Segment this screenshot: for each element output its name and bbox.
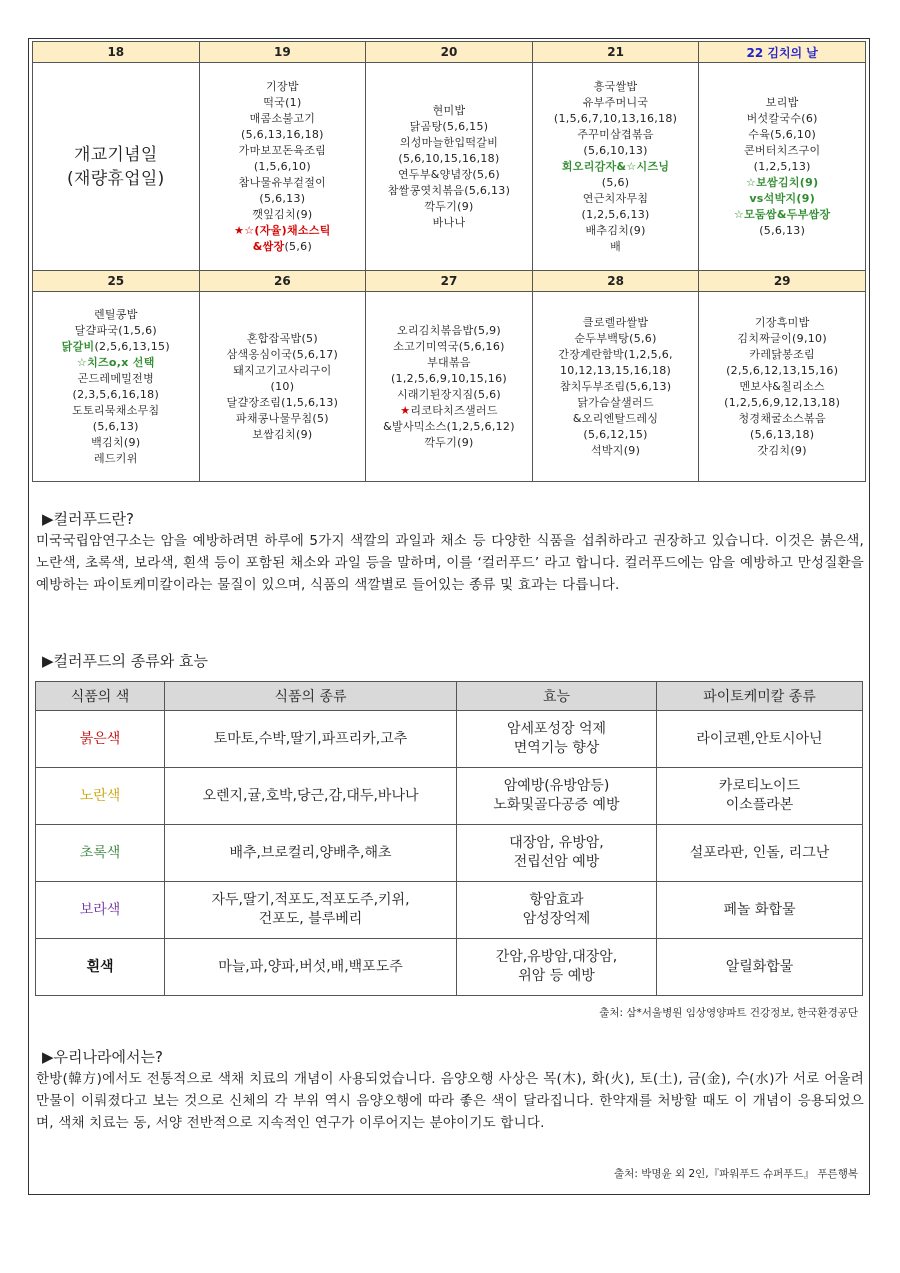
menu-item: 10,12,13,15,16,18) <box>559 363 672 377</box>
effect-text: 항암효과 <box>529 892 584 908</box>
menu-item: 렌틸콩밥 <box>93 307 138 321</box>
special-item: &쌈장 <box>252 239 285 253</box>
menu-item: (1,2,5,13) <box>753 159 811 173</box>
menu-item: 닭곰탕(5,6,15) <box>409 119 489 133</box>
holiday-label: 개교기념일 <box>73 144 158 165</box>
phytochemical-text: 페놀 화합물 <box>723 901 796 918</box>
phytochemical-cell <box>657 825 863 882</box>
day-header: 21 <box>532 42 699 63</box>
menu-item: 보쌈김치(9) <box>252 427 313 441</box>
menu-item: 참나물유부겉절이 <box>238 175 327 189</box>
menu-item: (5,6,13,16,18) <box>241 127 324 141</box>
color-name: 붉은색 <box>36 711 165 768</box>
menu-item: 파채콩나물무침(5) <box>235 411 329 425</box>
phytochemical-cell <box>657 882 863 939</box>
menu-item: (10) <box>270 379 295 393</box>
menu-item: 주꾸미삼겹볶음 <box>577 127 654 141</box>
menu-item: 카레닭봉조림 <box>749 347 815 361</box>
holiday-sub: (재량휴업일) <box>67 168 165 189</box>
korea-paragraph: 한방(韓方)에서도 전통적으로 색채 치료의 개념이 사용되었습니다. 음양오행 사상은 목(木), 화(火), 토(土), 금(金), 수(水)가 서로 어울려 만물이 이뤄졌다고 보는 것으로 신체의 각 부위 역시 음양오행에 따라 좋은 색이 달라집니다. 한약재를 처방할 때도 이 개념이 응용되었으며, 색채 치료는 동, 서양 전반적으로 지속적인 연구가 이루어지는 분야이기도 합니다. <box>36 1071 864 1131</box>
phytochemical-cell <box>657 939 863 996</box>
special-item: ☆치즈o,x 선택 <box>76 355 155 369</box>
menu-cell-26 <box>199 292 366 482</box>
effect-cell <box>457 882 657 939</box>
menu-items <box>366 103 532 231</box>
effect-text: 암성장억제 <box>522 911 591 927</box>
phytochemical-cell <box>657 711 863 768</box>
menu-cell-28 <box>532 292 699 482</box>
menu-cell-20 <box>366 63 533 271</box>
menu-item: 달걀파국(1,5,6) <box>74 323 157 337</box>
section-title-types: ▶컬러푸드의 종류와 효능 <box>42 652 208 670</box>
column-header: 식품의 종류 <box>165 682 457 711</box>
special-item-line <box>33 339 199 355</box>
effect-cell <box>457 768 657 825</box>
menu-cell-21 <box>532 63 699 271</box>
menu-item: (5,6,10,15,16,18) <box>398 151 500 165</box>
menu-items <box>533 175 699 255</box>
effect-text: 간암,유방암,대장암, <box>495 949 618 965</box>
menu-item: (5,6,13,18) <box>750 427 815 441</box>
phytochemical-text: 카로티노이드 <box>718 778 801 794</box>
menu-items <box>200 331 366 443</box>
menu-item: (5,6,10,13) <box>583 143 648 157</box>
day-header: 19 <box>199 42 366 63</box>
menu-item: 간장계란함박(1,2,5,6, <box>558 347 673 361</box>
menu-item: 현미밥 <box>432 103 466 117</box>
menu-item: (2,5,6,12,13,15,16) <box>726 363 839 377</box>
menu-item: 곤드레메밀전병 <box>77 371 155 385</box>
table-row <box>36 711 863 768</box>
menu-item: 가마보꼬돈육조림 <box>238 143 327 157</box>
menu-items <box>200 79 366 223</box>
phytochemical-text: 이소플라본 <box>725 797 794 813</box>
day-header: 28 <box>532 271 699 292</box>
menu-item: 도토리묵채소무침 <box>72 403 160 417</box>
section-title-korea: ▶우리나라에서는? <box>42 1048 163 1066</box>
menu-item: 참치두부조림(5,6,13) <box>559 379 672 393</box>
special-item: vs석박지(9) <box>749 191 816 205</box>
column-header: 파이토케미칼 종류 <box>657 682 863 711</box>
menu-item: 갓김치(9) <box>757 443 807 457</box>
special-item: 닭갈비 <box>61 339 95 353</box>
menu-cell-22 <box>699 63 866 271</box>
food-list: 오렌지,귤,호박,당근,감,대두,바나나 <box>165 768 457 825</box>
food-list: 토마토,수박,딸기,파프리카,고추 <box>165 711 457 768</box>
table-row <box>36 882 863 939</box>
day-header: 29 <box>699 271 866 292</box>
table-header-row <box>36 682 863 711</box>
menu-cell-19 <box>199 63 366 271</box>
week2-menu <box>33 292 866 482</box>
menu-items <box>699 95 865 175</box>
day-header: 26 <box>199 271 366 292</box>
menu-item: 순두부백탕(5,6) <box>574 331 657 345</box>
allergen: (5,6,13) <box>759 223 806 237</box>
table-row <box>36 939 863 996</box>
menu-item: 멘보샤&칠리소스 <box>739 379 825 393</box>
menu-items <box>366 323 532 403</box>
menu-items <box>366 419 532 451</box>
day-header: 20 <box>366 42 533 63</box>
menu-item: 클로렐라쌀밥 <box>582 315 649 329</box>
food-list: 마늘,파,양파,버섯,배,백포도주 <box>165 939 457 996</box>
section-title-colorfood: ▶컬러푸드란? <box>42 510 134 528</box>
week1-header <box>33 42 866 63</box>
effect-text: 암세포성장 억제 <box>506 721 607 737</box>
menu-item: 돼지고기고사리구이 <box>233 363 332 377</box>
effect-cell <box>457 711 657 768</box>
menu-items <box>33 307 199 339</box>
menu-item: 소고기미역국(5,6,16) <box>393 339 505 353</box>
menu-item: 의성마늘한입떡갈비 <box>399 135 499 149</box>
menu-item: 레드키위 <box>93 451 138 465</box>
allergen: (5,6) <box>284 239 313 253</box>
source-citation: 출처: 박명윤 외 2인,『파워푸드 슈퍼푸드』 푸른행복 <box>614 1168 858 1180</box>
food-list: 자두,딸기,적포도,적포도주,키위, 건포도, 블루베리 <box>165 882 457 939</box>
table-row <box>36 825 863 882</box>
star-icon: ★ <box>400 403 411 417</box>
phytochemical-text: 알릴화합물 <box>725 958 794 975</box>
menu-item: &오리엔탈드레싱 <box>572 411 659 425</box>
menu-items <box>533 79 699 159</box>
menu-item: 닭가슴살샐러드 <box>577 395 654 409</box>
effect-text: 전립선암 예방 <box>513 854 600 870</box>
source-citation: 출처: 삼*서울병원 임상영양파트 건강정보, 한국환경공단 <box>599 1007 858 1019</box>
week2-header <box>33 271 866 292</box>
menu-item: 바나나 <box>432 215 466 229</box>
week1-menu <box>33 63 866 271</box>
table-body <box>36 711 863 996</box>
special-item: 회오리감자&☆시즈닝 <box>561 159 670 173</box>
effect-text: 면역기능 향상 <box>513 740 600 756</box>
menu-item: 떡국(1) <box>263 95 302 109</box>
menu-item: 연근치자무침 <box>582 191 649 205</box>
menu-item: (1,5,6,7,10,13,16,18) <box>553 111 678 125</box>
menu-item: (1,2,5,6,13) <box>581 207 650 221</box>
menu-item: 달걀장조림(1,5,6,13) <box>226 395 339 409</box>
menu-item: 흥국쌀밥 <box>593 79 638 93</box>
menu-item: (1,2,5,6,9,10,15,16) <box>390 371 507 385</box>
effect-text: 노화및골다공증 예방 <box>493 797 620 813</box>
menu-item: 부대볶음 <box>427 355 471 369</box>
menu-item: 김치짜글이(9,10) <box>737 331 827 345</box>
menu-item: 버섯칼국수(6) <box>746 111 818 125</box>
special-item: ★☆(자율)채소스틱 <box>234 223 331 237</box>
menu-item: 배 <box>610 239 622 253</box>
menu-item: 시래기된장지짐(5,6) <box>396 387 502 401</box>
effect-cell <box>457 939 657 996</box>
phytochemical-text: 라이코펜,안토시아닌 <box>696 730 823 747</box>
special-item: 리코타치즈샐러드 <box>410 403 498 417</box>
column-header: 효능 <box>457 682 657 711</box>
menu-item: 매콤소불고기 <box>249 111 316 125</box>
menu-item: 석박지(9) <box>590 443 641 457</box>
menu-items <box>33 371 199 467</box>
day-header: 18 <box>33 42 200 63</box>
menu-items <box>533 315 699 459</box>
colorfood-table <box>35 681 863 996</box>
effect-text: 암예방(유방암등) <box>503 778 610 794</box>
menu-cell-27 <box>366 292 533 482</box>
menu-item: (1,2,5,6,9,12,13,18) <box>724 395 841 409</box>
menu-item: 배추김치(9) <box>585 223 646 237</box>
food-list: 배추,브로컬리,양배추,해초 <box>165 825 457 882</box>
special-item: ☆보쌈김치(9) <box>745 175 819 189</box>
menu-item: (1,5,6,10) <box>253 159 311 173</box>
phytochemical-text: 설포라판, 인돌, 리그난 <box>689 844 830 861</box>
effect-text: 위암 등 예방 <box>518 968 595 984</box>
special-item-line <box>366 403 532 419</box>
menu-item: 보리밥 <box>765 95 799 109</box>
menu-item: 청경채굴소스볶음 <box>738 411 826 425</box>
menu-item: (5,6,13) <box>259 191 306 205</box>
menu-item: 오리김치볶음밥(5,9) <box>396 323 502 337</box>
menu-item: 깻잎김치(9) <box>252 207 313 221</box>
menu-item: (2,3,5,6,16,18) <box>72 387 160 401</box>
phytochemical-cell <box>657 768 863 825</box>
menu-item: (5,6) <box>601 175 630 189</box>
column-header: 식품의 색 <box>36 682 165 711</box>
menu-item: 수육(5,6,10) <box>748 127 817 141</box>
menu-item: 깍두기(9) <box>424 199 474 213</box>
day-header: 27 <box>366 271 533 292</box>
allergen: (2,5,6,13,15) <box>94 339 170 353</box>
special-item-line <box>200 239 366 255</box>
menu-item: 기장밥 <box>266 79 299 93</box>
color-name: 노란색 <box>36 768 165 825</box>
menu-cell-18 <box>33 63 200 271</box>
effect-cell <box>457 825 657 882</box>
colorfood-paragraph: 미국국립암연구소는 암을 예방하려면 하루에 5가지 색깔의 과일과 채소 등 다양한 식품을 섭취하라고 권장하고 있습니다. 이것은 붉은색, 노란색, 초록색, 보라색, 흰색 등이 포함된 채소와 과일 등을 말하며, 이를 ‘컬러푸드’ 라고 합니다. 컬러푸드에는 암을 예방하고 만성질환을 예방하는 파이토케미칼이라는 물질이 있으며, 식품의 색깔별로 들어있는 종류 및 효과는 다릅니다. <box>36 533 864 593</box>
menu-item: 혼합잡곡밥(5) <box>246 331 318 345</box>
menu-items <box>699 315 865 459</box>
menu-cell-29 <box>699 292 866 482</box>
menu-calendar <box>32 41 866 482</box>
day-header: 25 <box>33 271 200 292</box>
menu-item: 연두부&양념장(5,6) <box>397 167 500 181</box>
menu-item: 참쌀콩엿치볶음(5,6,13) <box>387 183 511 197</box>
special-item: ☆모둠쌈&두부쌈장 <box>733 207 831 221</box>
menu-item: 콘버터치즈구이 <box>743 143 821 157</box>
menu-item: &발사믹소스(1,2,5,6,12) <box>383 419 515 433</box>
menu-item: 유부주머니국 <box>582 95 649 109</box>
menu-item: 깍두기(9) <box>424 435 474 449</box>
effect-text: 대장암, 유방암, <box>509 835 604 851</box>
table-row <box>36 768 863 825</box>
color-name: 흰색 <box>36 939 165 996</box>
day-header-kimchi: 22 김치의 날 <box>699 42 866 63</box>
color-name: 보라색 <box>36 882 165 939</box>
menu-item: (5,6,12,15) <box>583 427 648 441</box>
menu-cell-25 <box>33 292 200 482</box>
menu-item: 기장흑미밥 <box>754 315 810 329</box>
color-name: 초록색 <box>36 825 165 882</box>
menu-item: 백김치(9) <box>91 435 141 449</box>
menu-item: (5,6,13) <box>92 419 139 433</box>
menu-item: 삼색옹심이국(5,6,17) <box>226 347 339 361</box>
